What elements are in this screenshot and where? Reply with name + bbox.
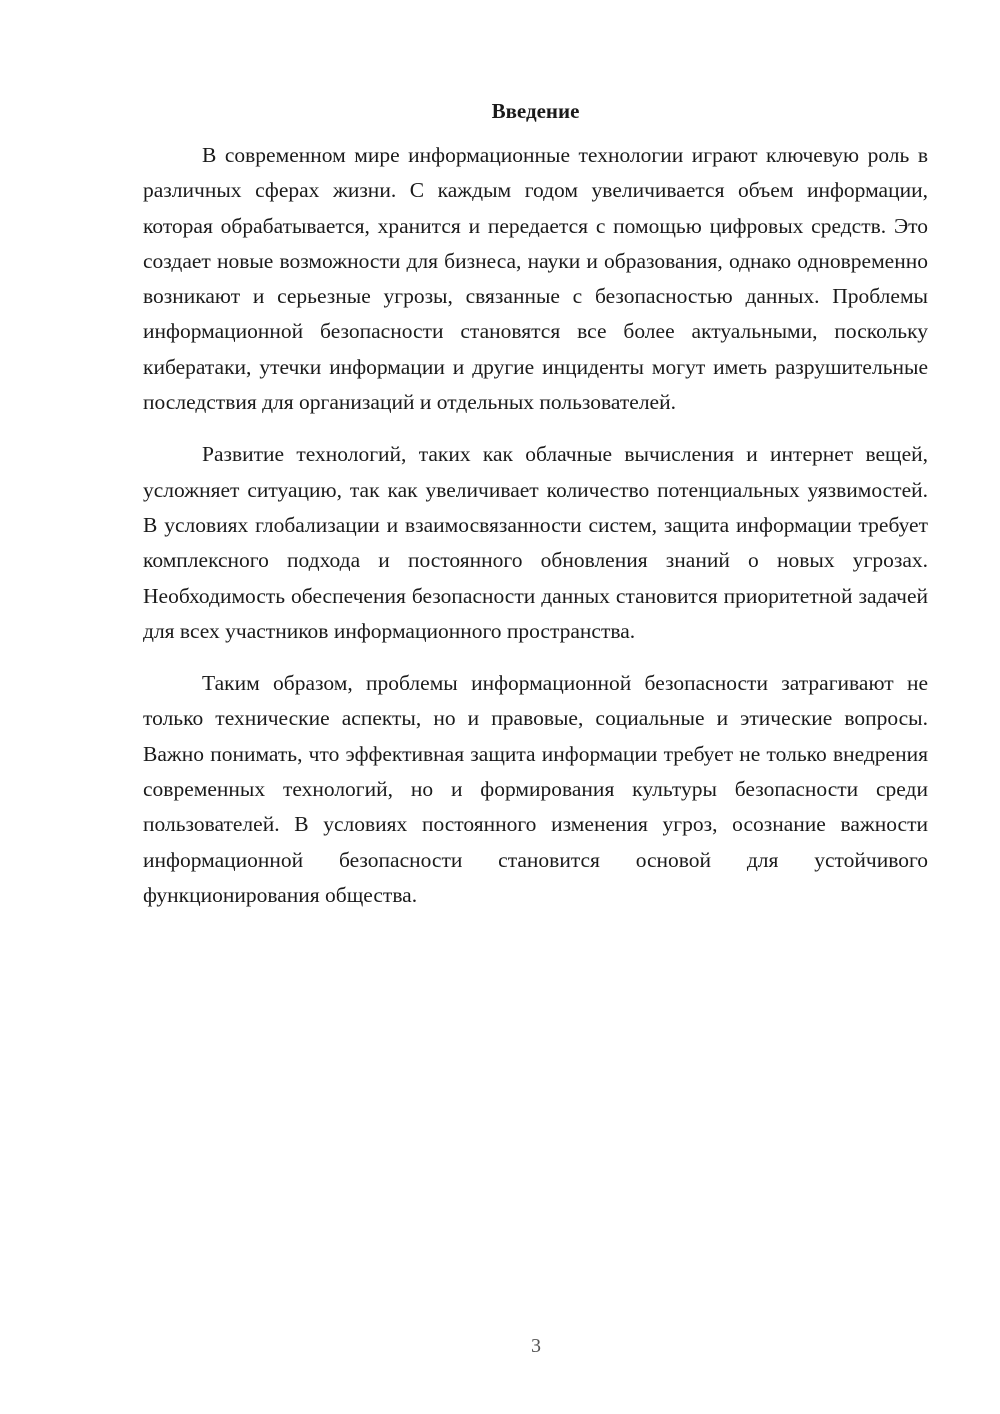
paragraph-3: Таким образом, проблемы информационной безопасности затрагивают не только технические аспекты, но и правовые, социальные и этические вопросы. Важно понимать, что эффективная защита информации требует не только внедрения современных технологий, но и формирования культуры безопасности среди пользователей. В условиях постоянного изменения угроз, осознание важности информационной безопасности становится основой для устойчивого функционирования общества. [143, 671, 928, 907]
section-heading: Введение [491, 99, 580, 123]
page-number: 3 [531, 1335, 541, 1357]
page-content [143, 96, 928, 930]
paragraph-1: В современном мире информационные технологии играют ключевую роль в различных сферах жизни. С каждым годом увеличивается объем информации, которая обрабатывается, хранится и передается с помощью цифровых средств. Это создает новые возможности для бизнеса, науки и образования, однако одновременно возникают и серьезные угрозы, связанные с безопасностью данных. Проблемы информационной безопасности становятся все более актуальными, поскольку кибератаки, утечки информации и другие инциденты могут иметь разрушительные последствия для организаций и отдельных пользователей. [143, 143, 928, 415]
paragraph-2: Развитие технологий, таких как облачные вычисления и интернет вещей, усложняет ситуацию, так как увеличивает количество потенциальных уязвимостей. В условиях глобализации и взаимосвязанности систем, защита информации требует комплексного подхода и постоянного обновления знаний о новых угрозах. Необходимость обеспечения безопасности данных становится приоритетной задачей для всех участников информационного пространства. [143, 442, 928, 643]
